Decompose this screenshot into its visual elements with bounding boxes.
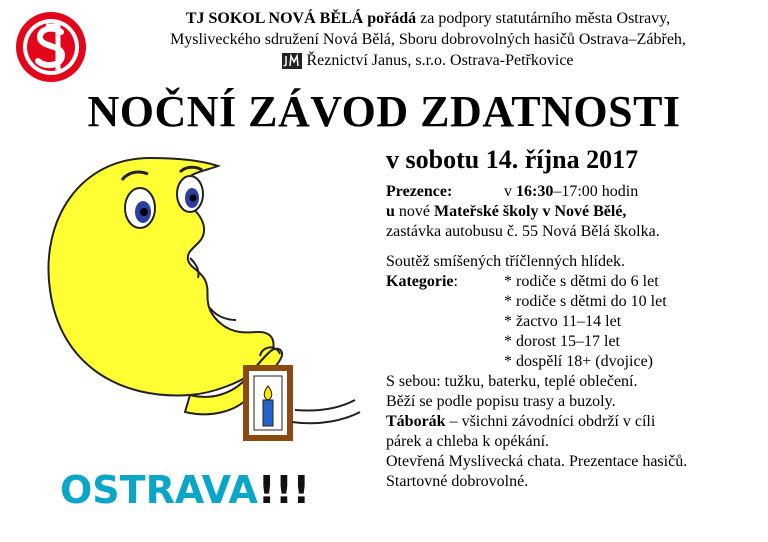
header-line-1 [98, 8, 758, 29]
event-info [386, 182, 758, 492]
closing-line-2: Startovné dobrovolné. [386, 473, 529, 490]
campfire-row [386, 412, 758, 432]
category-item: * rodiče s dětmi do 6 let [504, 273, 659, 290]
event-date: v sobotu 14. října 2017 [386, 145, 639, 174]
closing-line-1: Otevřená Myslivecká chata. Prezentace hasičů. [386, 453, 688, 470]
presence-row [386, 182, 758, 202]
campfire-line-2: párek a chleba k opékání. [386, 433, 550, 450]
organizes-verb: pořádá [367, 10, 417, 27]
place-mid: nové [394, 203, 435, 220]
ostrava-word: OSTRAVA [60, 468, 258, 512]
presence-time-prefix: v [504, 183, 516, 200]
campfire-rest: – všichni závodníci obdrží v cíli [445, 413, 656, 430]
lantern-icon [246, 368, 290, 438]
place-u: u [386, 203, 395, 220]
moon-icon [48, 158, 273, 395]
place-row [386, 202, 758, 222]
category-row-1 [386, 272, 758, 292]
categories-colon: : [453, 273, 458, 290]
ostrava-logo [60, 468, 310, 512]
bus-stop: zastávka autobusu č. 55 Nová Bělá školka. [386, 223, 660, 240]
route-info: Běží se podle popisu trasy a buzoly. [386, 393, 616, 410]
presence-time-rest: –17:00 hodin [553, 183, 639, 200]
category-item: * žactvo 11–14 let [504, 313, 622, 330]
category-item: * rodiče s dětmi do 10 let [504, 293, 667, 310]
janus-logo-icon [282, 53, 302, 69]
header-line-3 [282, 50, 573, 71]
moon-lantern-illustration [40, 150, 390, 460]
sponsor-butcher: Řeznictví Janus, s.r.o. Ostrava-Petřkovice [306, 52, 574, 69]
categories-label-text: Kategorie [386, 273, 454, 290]
sokol-logo-icon [14, 10, 88, 84]
header-line-1-rest: za podpory statutárního města Ostravy, [416, 10, 671, 27]
place-name: Mateřské školy v Nové Bělé, [434, 203, 627, 220]
header-line-2: Mysliveckého sdružení Nová Bělá, Sboru dobrovolných hasičů Ostrava–Zábřeh, [170, 31, 686, 48]
ostrava-exclaim: !!! [257, 468, 310, 512]
bring-items: S sebou: tužku, baterku, teplé oblečení. [386, 373, 638, 390]
categories-label [386, 272, 504, 292]
presence-label: Prezence: [386, 183, 453, 200]
category-item: * dospělí 18+ (dvojice) [504, 353, 653, 370]
campfire-label: Táborák [386, 413, 446, 430]
category-item: * dorost 15–17 let [504, 333, 620, 350]
presence-time-bold: 16:30 [516, 183, 554, 200]
competition-type: Soutěž smíšených tříčlenných hlídek. [386, 253, 626, 270]
spacer [386, 242, 758, 252]
organizer-name: TJ SOKOL NOVÁ BĚLÁ [185, 10, 364, 27]
header [98, 8, 758, 75]
event-title: NOČNÍ ZÁVOD ZDATNOSTI [87, 87, 681, 136]
